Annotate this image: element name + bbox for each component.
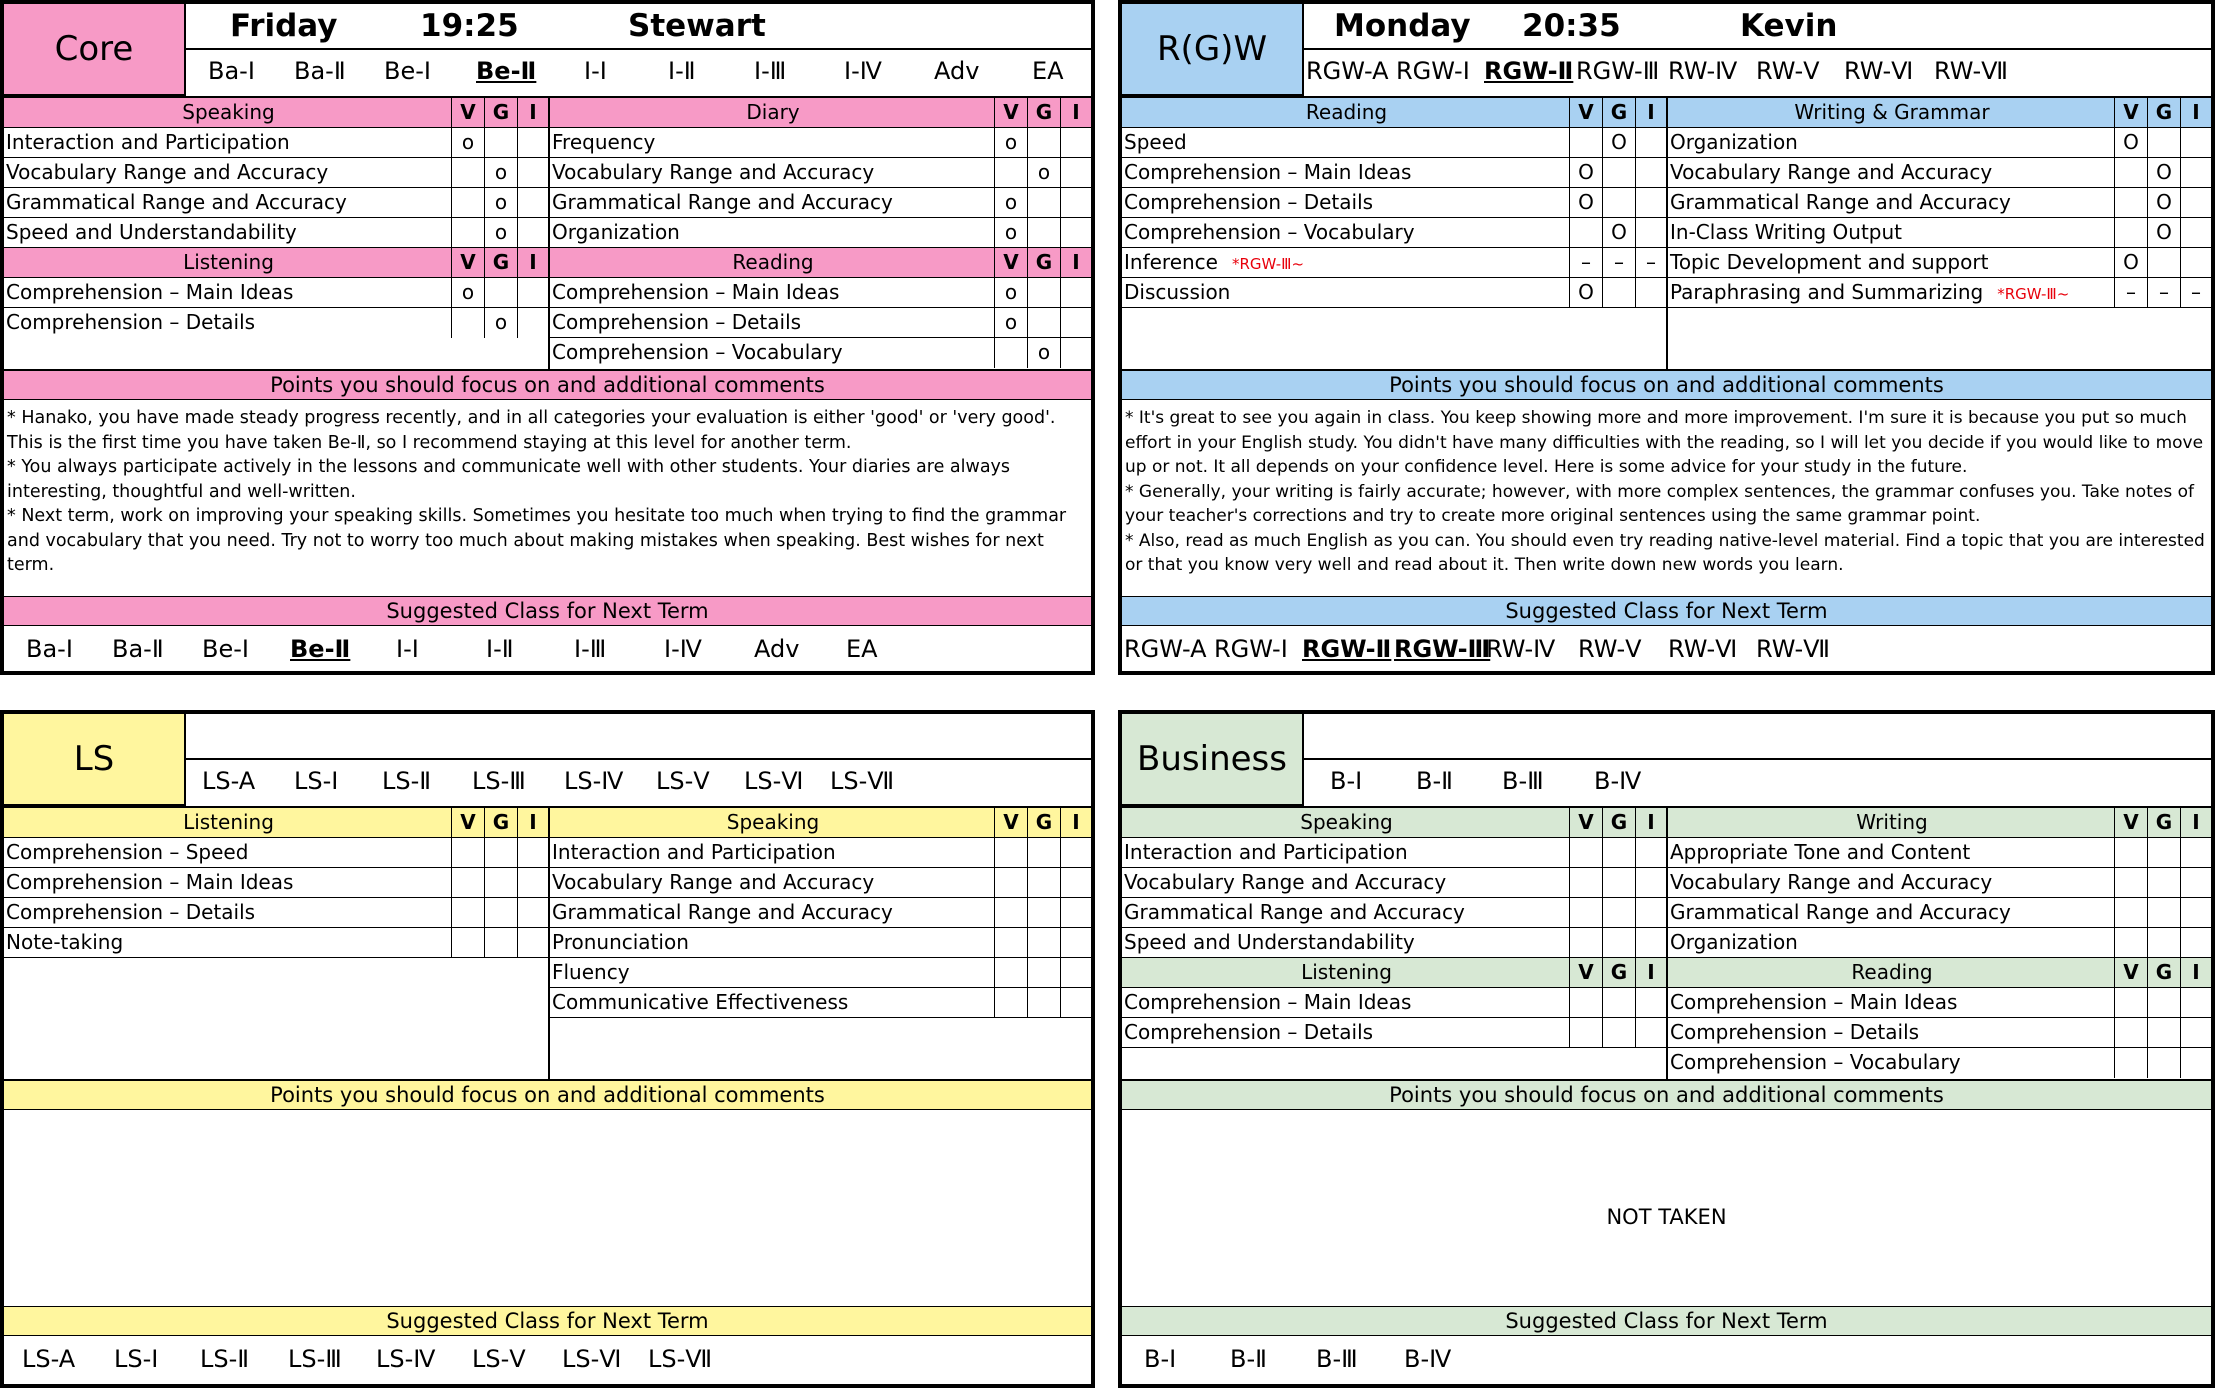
ls-level: LS-Ⅰ — [294, 767, 339, 795]
rgw-suggested-level-selected: RGW-Ⅲ — [1394, 635, 1491, 663]
rgw-suggested-level: RGW-Ⅰ — [1214, 635, 1288, 663]
rgw-panel — [1118, 0, 2215, 675]
business-suggested-row — [1122, 1338, 2211, 1384]
core-logo: Core — [4, 4, 186, 96]
core-level-current: Be-Ⅱ — [476, 57, 537, 85]
section-header: Reading V G I — [550, 248, 1091, 278]
rgw-suggested-row — [1122, 628, 2211, 674]
eval-row: Communicative Effectiveness — [550, 988, 1091, 1018]
eval-row: Comprehension – Main Ideas — [1668, 988, 2211, 1018]
section-header: Listening V G I — [4, 248, 548, 278]
eval-row: Vocabulary Range and Accuracy — [550, 868, 1091, 898]
eval-row: Organization — [1668, 928, 2211, 958]
business-suggested-banner: Suggested Class for Next Term — [1122, 1306, 2211, 1336]
rgw-eval-grid — [1122, 96, 2211, 371]
eval-row: Speed O — [1122, 128, 1666, 158]
rgw-suggested-level: RW-Ⅵ — [1668, 635, 1738, 663]
ls-logo: LS — [4, 714, 186, 806]
eval-row: Comprehension – Details — [1122, 1018, 1666, 1048]
section-header: Writing V G I — [1668, 808, 2211, 838]
core-level: EA — [1032, 57, 1064, 85]
ls-suggested-level: LS-Ⅲ — [288, 1345, 342, 1373]
rgw-teacher: Kevin — [1740, 8, 1838, 44]
eval-row: Organization o — [550, 218, 1091, 248]
eval-row: Organization O — [1668, 128, 2211, 158]
core-teacher: Stewart — [628, 8, 766, 44]
ls-suggested-level: LS-Ⅱ — [200, 1345, 250, 1373]
eval-row: Pronunciation — [550, 928, 1091, 958]
eval-row: Vocabulary Range and Accuracy o — [4, 158, 548, 188]
eval-row: Grammatical Range and Accuracy o — [550, 188, 1091, 218]
section-header: Reading V G I — [1122, 98, 1666, 128]
ls-level: LS-Ⅴ — [656, 767, 710, 795]
rgw-suggested-level: RGW-A — [1124, 635, 1207, 663]
business-right-col — [1668, 808, 2211, 1079]
business-suggested-level: B-Ⅰ — [1144, 1345, 1177, 1373]
eval-row: Comprehension – Main Ideas — [4, 868, 548, 898]
business-level: B-Ⅱ — [1416, 767, 1453, 795]
rgw-suggested-level-selected: RGW-Ⅱ — [1302, 635, 1392, 663]
ls-levels — [186, 760, 1091, 806]
business-info-bar — [1304, 714, 2211, 760]
core-level: Ⅰ-Ⅳ — [844, 57, 882, 85]
core-level: Ⅰ-Ⅱ — [668, 57, 696, 85]
core-day: Friday — [230, 8, 338, 44]
eval-row: Interaction and Participation — [550, 838, 1091, 868]
business-suggested-level: B-Ⅲ — [1316, 1345, 1358, 1373]
eval-row: Comprehension – Main Ideas — [1122, 988, 1666, 1018]
core-comments — [4, 402, 1091, 596]
section-header: Reading V G I — [1668, 958, 2211, 988]
eval-row: Comprehension – Details — [4, 898, 548, 928]
business-logo: Business — [1122, 714, 1304, 806]
eval-row: Vocabulary Range and Accuracy — [1668, 868, 2211, 898]
eval-row: Discussion O — [1122, 278, 1666, 308]
rgw-level: RGW-Ⅲ — [1576, 57, 1660, 85]
section-header: Speaking V G I — [550, 808, 1091, 838]
rgw-level-current: RGW-Ⅱ — [1484, 57, 1574, 85]
business-points-banner: Points you should focus on and additional comments — [1122, 1080, 2211, 1110]
core-suggested-level: EA — [846, 635, 878, 663]
ls-suggested-level: LS-Ⅰ — [114, 1345, 159, 1373]
core-level: Ⅰ-Ⅰ — [584, 57, 607, 85]
eval-row: Comprehension – Main Ideas O — [1122, 158, 1666, 188]
business-left-col — [1122, 808, 1668, 1079]
level-note: *RGW-Ⅲ~ — [1231, 255, 1305, 273]
rgw-suggested-level: RW-Ⅳ — [1486, 635, 1556, 663]
rgw-suggested-banner: Suggested Class for Next Term — [1122, 596, 2211, 626]
core-suggested-level: Adv — [754, 635, 800, 663]
eval-row: Comprehension – Vocabulary o — [550, 338, 1091, 368]
eval-row: Note-taking — [4, 928, 548, 958]
core-level: Adv — [934, 57, 980, 85]
ls-level: LS-Ⅵ — [744, 767, 804, 795]
ls-comments — [4, 1112, 1091, 1306]
core-panel — [0, 0, 1095, 675]
eval-row: Comprehension – Main Ideas o — [550, 278, 1091, 308]
eval-row: In-Class Writing Output O — [1668, 218, 2211, 248]
core-suggested-row — [4, 628, 1091, 674]
eval-row: Vocabulary Range and Accuracy o — [550, 158, 1091, 188]
eval-row: Topic Development and support O — [1668, 248, 2211, 278]
eval-row: Grammatical Range and Accuracy — [1122, 898, 1666, 928]
ls-level: LS-Ⅶ — [830, 767, 895, 795]
core-left-col — [4, 98, 550, 369]
section-header: Speaking V G I — [1122, 808, 1666, 838]
business-suggested-level: B-Ⅳ — [1404, 1345, 1452, 1373]
rgw-time: 20:35 — [1522, 8, 1621, 44]
eval-row: Comprehension – Details — [1668, 1018, 2211, 1048]
rgw-logo: R(G)W — [1122, 4, 1304, 96]
comment-paragraph: * It's great to see you again in class. You keep showing more and more improvement. I'm sure it is because you put so much effort in your English study. You didn't have many difficulties with the reading, so I will let you decide if you would like to move up or not. It all depends on your confidence level. Here is some advice for your study in the future. — [1125, 408, 2204, 477]
core-level: Be-Ⅰ — [384, 57, 431, 85]
comment-paragraph: * You always participate actively in the lessons and communicate well with other students. Your diaries are always interesting, thoughtful and well-written. — [7, 457, 1011, 502]
section-header: Writing & Grammar V G I — [1668, 98, 2211, 128]
section-header: Diary V G I — [550, 98, 1091, 128]
rgw-suggested-level: RW-Ⅶ — [1756, 635, 1830, 663]
comment-paragraph: * Also, read as much English as you can. You should even try reading native-level material. Find a topic that you are interested or that you know very well and read about it. Then write down new words you learn. — [1125, 530, 2205, 575]
eval-row: Comprehension – Vocabulary O — [1122, 218, 1666, 248]
business-comments — [1122, 1112, 2211, 1306]
eval-row: Fluency — [550, 958, 1091, 988]
ls-points-banner: Points you should focus on and additional comments — [4, 1080, 1091, 1110]
business-suggested-level: B-Ⅱ — [1230, 1345, 1267, 1373]
business-level: B-Ⅰ — [1330, 767, 1363, 795]
ls-level: LS-A — [202, 767, 256, 795]
core-level: Ⅰ-Ⅲ — [754, 57, 787, 85]
comment-paragraph: * Next term, work on improving your speaking skills. Sometimes you hesitate too much when trying to find the grammar and vocabulary that you need. Try not to worry too much about making mistakes when speaking. Best wishes for next term. — [7, 506, 1067, 575]
core-suggested-level: Ⅰ-Ⅰ — [396, 635, 419, 663]
core-suggested-banner: Suggested Class for Next Term — [4, 596, 1091, 626]
ls-eval-grid — [4, 806, 1091, 1081]
core-eval-grid — [4, 96, 1091, 371]
core-suggested-level: Ⅰ-Ⅱ — [486, 635, 514, 663]
ls-suggested-level: LS-Ⅴ — [472, 1345, 526, 1373]
eval-row: Vocabulary Range and Accuracy O — [1668, 158, 2211, 188]
ls-suggested-row — [4, 1338, 1091, 1384]
rgw-points-banner: Points you should focus on and additional comments — [1122, 370, 2211, 400]
comment-paragraph: * Generally, your writing is fairly accurate; however, with more complex sentences, the grammar confuses you. Take notes of your teacher's corrections and try to create more original sentences using the same grammar point. — [1125, 481, 2194, 526]
eval-row: Comprehension – Speed — [4, 838, 548, 868]
eval-row: Comprehension – Details o — [4, 308, 548, 338]
eval-row: Grammatical Range and Accuracy — [550, 898, 1091, 928]
rgw-level: RGW-A — [1306, 57, 1389, 85]
ls-suggested-level: LS-Ⅳ — [376, 1345, 436, 1373]
core-suggested-level: Be-Ⅰ — [202, 635, 249, 663]
rgw-level: RW-Ⅴ — [1756, 57, 1820, 85]
core-suggested-level: Ba-Ⅰ — [26, 635, 73, 663]
not-taken-label: NOT TAKEN — [1606, 1204, 1727, 1229]
section-header: Listening V G I — [4, 808, 548, 838]
section-header: Speaking V G I — [4, 98, 548, 128]
business-level: B-Ⅲ — [1502, 767, 1544, 795]
eval-row: Vocabulary Range and Accuracy — [1122, 868, 1666, 898]
ls-suggested-banner: Suggested Class for Next Term — [4, 1306, 1091, 1336]
rgw-comments — [1122, 402, 2211, 596]
core-points-banner: Points you should focus on and additional comments — [4, 370, 1091, 400]
core-right-col — [550, 98, 1091, 369]
ls-suggested-level: LS-Ⅵ — [562, 1345, 622, 1373]
eval-row: Comprehension – Details o — [550, 308, 1091, 338]
business-levels — [1304, 760, 2211, 806]
ls-suggested-level: LS-A — [22, 1345, 76, 1373]
rgw-level: RW-Ⅶ — [1934, 57, 2008, 85]
comment-paragraph: * Hanako, you have made steady progress recently, and in all categories your evaluation is either 'good' or 'very good'. This is the first time you have taken Be-Ⅱ, so I recommend staying at this level for another term. — [7, 408, 1056, 453]
eval-row: Speed and Understandability — [1122, 928, 1666, 958]
ls-left-col — [4, 808, 550, 1079]
eval-row: Comprehension – Main Ideas o — [4, 278, 548, 308]
business-level: B-Ⅳ — [1594, 767, 1642, 795]
eval-row: Interaction and Participation o — [4, 128, 548, 158]
eval-row: Inference *RGW-Ⅲ~ – – – — [1122, 248, 1666, 278]
rgw-level: RW-Ⅳ — [1668, 57, 1738, 85]
rgw-day: Monday — [1334, 8, 1471, 44]
ls-level: LS-Ⅳ — [564, 767, 624, 795]
eval-row: Speed and Understandability o — [4, 218, 548, 248]
rgw-right-col — [1668, 98, 2211, 369]
ls-suggested-level: LS-Ⅶ — [648, 1345, 713, 1373]
section-header: Listening V G I — [1122, 958, 1666, 988]
ls-info-bar — [186, 714, 1091, 760]
core-level: Ba-Ⅰ — [208, 57, 255, 85]
eval-row: Comprehension – Vocabulary — [1668, 1048, 2211, 1078]
eval-row: Grammatical Range and Accuracy — [1668, 898, 2211, 928]
ls-level: LS-Ⅲ — [472, 767, 526, 795]
core-levels — [186, 50, 1091, 96]
eval-row: Interaction and Participation — [1122, 838, 1666, 868]
rgw-level: RW-Ⅵ — [1844, 57, 1914, 85]
core-level: Ba-Ⅱ — [294, 57, 346, 85]
core-suggested-level: Ⅰ-Ⅲ — [574, 635, 607, 663]
business-panel — [1118, 710, 2215, 1388]
rgw-suggested-level: RW-Ⅴ — [1578, 635, 1642, 663]
rgw-levels — [1304, 50, 2211, 96]
rgw-left-col — [1122, 98, 1668, 369]
ls-level: LS-Ⅱ — [382, 767, 432, 795]
eval-row: Paraphrasing and Summarizing *RGW-Ⅲ~ – – – — [1668, 278, 2211, 308]
core-suggested-level: Ba-Ⅱ — [112, 635, 164, 663]
rgw-info-bar — [1304, 4, 2211, 50]
ls-right-col — [550, 808, 1091, 1079]
core-info-bar — [186, 4, 1091, 50]
eval-row: Appropriate Tone and Content — [1668, 838, 2211, 868]
core-suggested-level-selected: Be-Ⅱ — [290, 635, 351, 663]
eval-row: Comprehension – Details O — [1122, 188, 1666, 218]
level-note: *RGW-Ⅲ~ — [1997, 285, 2070, 303]
core-time: 19:25 — [420, 8, 519, 44]
rgw-level: RGW-Ⅰ — [1396, 57, 1470, 85]
eval-row: Grammatical Range and Accuracy o — [4, 188, 548, 218]
eval-row: Grammatical Range and Accuracy O — [1668, 188, 2211, 218]
core-suggested-level: Ⅰ-Ⅳ — [664, 635, 702, 663]
eval-row: Frequency o — [550, 128, 1091, 158]
business-eval-grid — [1122, 806, 2211, 1081]
ls-panel — [0, 710, 1095, 1388]
